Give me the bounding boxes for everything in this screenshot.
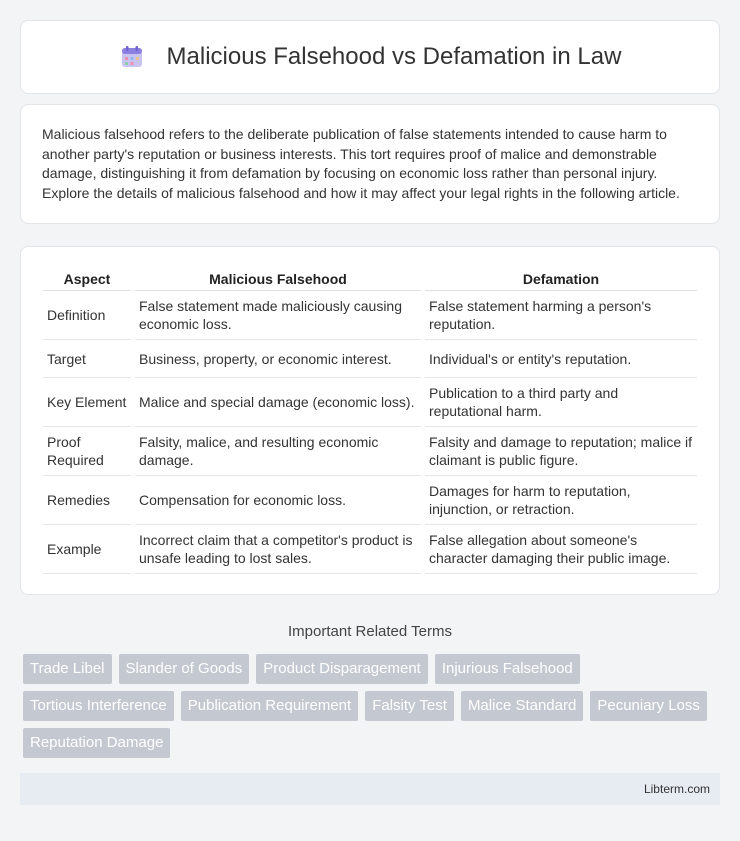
term-tag[interactable]: Injurious Falsehood (435, 654, 580, 684)
row-malicious-falsehood: Malice and special damage (economic loss). (135, 378, 421, 427)
row-aspect: Key Element (43, 378, 131, 427)
column-header-defamation: Defamation (425, 267, 697, 291)
row-malicious-falsehood: False statement made maliciously causing economic loss. (135, 291, 421, 340)
term-tag[interactable]: Trade Libel (23, 654, 112, 684)
related-terms-list (20, 654, 720, 758)
row-aspect: Target (43, 340, 131, 378)
intro-card (20, 104, 720, 224)
table-header-row (43, 267, 697, 291)
term-tag[interactable]: Falsity Test (365, 691, 454, 721)
related-terms-title: Important Related Terms (288, 623, 452, 640)
row-aspect: Example (43, 525, 131, 574)
page-title: Malicious Falsehood vs Defamation in Law (166, 43, 622, 70)
table-row (43, 476, 697, 525)
row-defamation: Falsity and damage to reputation; malice if claimant is public figure. (425, 427, 697, 476)
term-tag[interactable]: Slander of Goods (119, 654, 250, 684)
row-defamation: Publication to a third party and reputational harm. (425, 378, 697, 427)
row-malicious-falsehood: Business, property, or economic interest. (135, 340, 421, 378)
table-row (43, 291, 697, 340)
intro-text: Malicious falsehood refers to the deliberate publication of false statements intended to cause harm to another party's reputation or business interests. This tort requires proof of malice and demonstrable damage, distinguishing it from defamation by focusing on economic loss rather than personal injury. Explore the details of malicious falsehood and how it may affect your legal rights in the following article. (42, 126, 680, 201)
term-tag[interactable]: Tortious Interference (23, 691, 174, 721)
page-header (20, 20, 720, 94)
table-row (43, 340, 697, 378)
table-row (43, 525, 697, 574)
row-aspect: Proof Required (43, 427, 131, 476)
row-defamation: False allegation about someone's character damaging their public image. (425, 525, 697, 574)
row-malicious-falsehood: Incorrect claim that a competitor's product is unsafe leading to lost sales. (135, 525, 421, 574)
row-defamation: Damages for harm to reputation, injunction, or retraction. (425, 476, 697, 525)
column-header-aspect: Aspect (43, 267, 131, 291)
table-row (43, 427, 697, 476)
term-tag[interactable]: Product Disparagement (256, 654, 428, 684)
calendar-icon (119, 44, 145, 70)
term-tag[interactable]: Pecuniary Loss (590, 691, 707, 721)
row-malicious-falsehood: Compensation for economic loss. (135, 476, 421, 525)
footer-site-link[interactable]: Libterm.com (643, 782, 710, 796)
column-header-malicious-falsehood: Malicious Falsehood (135, 267, 421, 291)
row-aspect: Remedies (43, 476, 131, 525)
term-tag[interactable]: Reputation Damage (23, 728, 170, 758)
row-malicious-falsehood: Falsity, malice, and resulting economic damage. (135, 427, 421, 476)
row-aspect: Definition (43, 291, 131, 340)
row-defamation: False statement harming a person's reputation. (425, 291, 697, 340)
term-tag[interactable]: Publication Requirement (181, 691, 358, 721)
comparison-card (20, 246, 720, 595)
row-defamation: Individual's or entity's reputation. (425, 340, 697, 378)
comparison-table (39, 267, 701, 574)
footer (20, 773, 720, 805)
term-tag[interactable]: Malice Standard (461, 691, 583, 721)
table-row (43, 378, 697, 427)
